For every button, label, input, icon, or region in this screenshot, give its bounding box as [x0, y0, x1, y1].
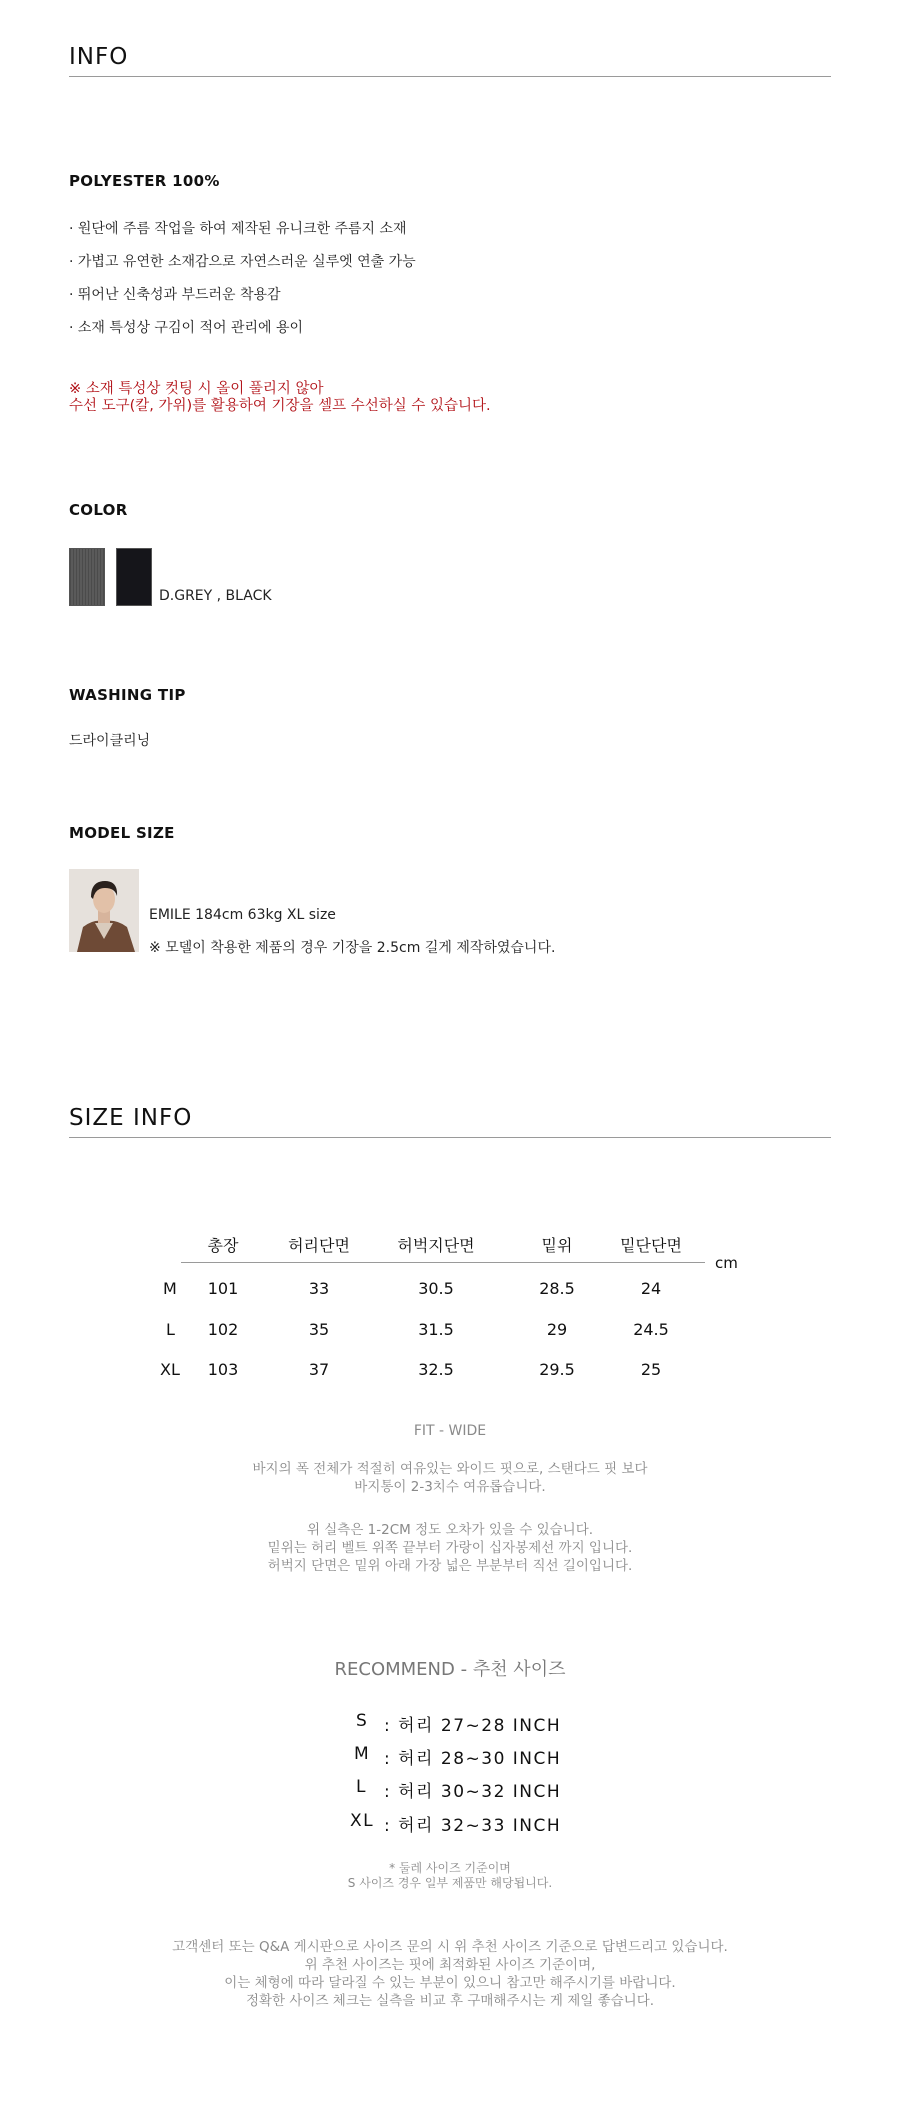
swatch-black [116, 548, 152, 606]
col-header-hem: 밑단단면 [620, 1236, 682, 1255]
warning-line-2: 수선 도구(칼, 가위)를 활용하여 기장을 셀프 수선하실 수 있습니다. [69, 398, 491, 414]
footer-line-3: 이는 체형에 따라 달라질 수 있는 부분이 있으니 참고만 해주시기를 바랍니다. [224, 1975, 676, 1991]
row-l-rise: 29 [546, 1320, 568, 1339]
col-header-total-length: 총장 [207, 1236, 239, 1255]
info-title: INFO [69, 44, 129, 70]
washing-heading: WASHING TIP [69, 686, 186, 704]
model-heading: MODEL SIZE [69, 824, 175, 842]
footer-line-2: 위 추천 사이즈는 핏에 최적화된 사이즈 기준이며, [304, 1957, 596, 1973]
recommend-size-xl: XL [350, 1811, 375, 1831]
row-xl-waist: 37 [308, 1360, 330, 1379]
recommend-text-m: : 허리 28~30 INCH [384, 1749, 562, 1769]
recommend-text-xl: : 허리 32~33 INCH [384, 1816, 562, 1836]
col-header-rise: 밑위 [541, 1236, 573, 1255]
recommend-text-l: : 허리 30~32 INCH [384, 1782, 562, 1802]
model-photo-image [69, 869, 139, 952]
info-divider [69, 76, 831, 77]
recommend-note-1: * 둘레 사이즈 기준이며 [389, 1861, 511, 1875]
unit-label: cm [715, 1254, 738, 1272]
row-m-total-length: 101 [207, 1279, 239, 1298]
feature-bullet-1: · 원단에 주름 작업을 하여 제작된 유니크한 주름지 소재 [69, 221, 407, 237]
feature-bullet-2: · 가볍고 유연한 소재감으로 자연스러운 실루엣 연출 가능 [69, 254, 416, 270]
row-m-waist: 33 [308, 1279, 330, 1298]
material-heading: POLYESTER 100% [69, 172, 220, 190]
model-note: ※ 모델이 착용한 제품의 경우 기장을 2.5cm 길게 제작하였습니다. [149, 940, 556, 956]
size-info-title: SIZE INFO [69, 1105, 193, 1131]
col-header-waist: 허리단면 [288, 1236, 350, 1255]
row-xl-hem: 25 [640, 1360, 662, 1379]
row-xl-total-length: 103 [207, 1360, 239, 1379]
fit-title: FIT - WIDE [413, 1423, 487, 1439]
fit-line-1: 바지의 폭 전체가 적절히 여유있는 와이드 핏으로, 스탠다드 핏 보다 [252, 1461, 648, 1477]
row-l-hem: 24.5 [633, 1320, 669, 1339]
swatch-d-grey [69, 548, 105, 606]
row-m-rise: 28.5 [539, 1279, 575, 1298]
feature-bullet-3: · 뛰어난 신축성과 부드러운 착용감 [69, 287, 281, 303]
col-header-thigh: 허벅지단면 [397, 1236, 475, 1255]
row-xl-rise: 29.5 [539, 1360, 575, 1379]
footer-line-1: 고객센터 또는 Q&A 게시판으로 사이즈 문의 시 위 추천 사이즈 기준으로 답변드리고 있습니다. [172, 1939, 728, 1955]
washing-text: 드라이클리닝 [69, 733, 151, 749]
footer-line-4: 정확한 사이즈 체크는 실측을 비교 후 구매해주시는 게 제일 좋습니다. [245, 1993, 655, 2009]
row-xl-size: XL [160, 1360, 180, 1379]
recommend-title: RECOMMEND - 추천 사이즈 [334, 1659, 566, 1680]
measure-note-2: 밑위는 허리 벨트 위쪽 끝부터 가랑이 십자봉제선 까지 입니다. [267, 1540, 633, 1556]
color-heading: COLOR [69, 501, 128, 519]
row-l-size: L [166, 1320, 175, 1339]
row-l-total-length: 102 [207, 1320, 239, 1339]
row-m-size: M [163, 1279, 177, 1298]
measure-note-1: 위 실측은 1-2CM 정도 오차가 있을 수 있습니다. [306, 1522, 594, 1538]
model-info: EMILE 184cm 63kg XL size [149, 907, 336, 923]
row-xl-thigh: 32.5 [418, 1360, 454, 1379]
size-info-divider [69, 1137, 831, 1138]
fit-line-2: 바지통이 2-3치수 여유롭습니다. [354, 1479, 546, 1495]
measure-note-3: 허벅지 단면은 밑위 아래 가장 넓은 부분부터 직선 길이입니다. [267, 1558, 633, 1574]
warning-line-1: ※ 소재 특성상 컷팅 시 올이 풀리지 않아 [69, 381, 324, 397]
size-table-divider [181, 1262, 705, 1263]
row-l-waist: 35 [308, 1320, 330, 1339]
recommend-text-s: : 허리 27~28 INCH [384, 1716, 562, 1736]
feature-bullet-4: · 소재 특성상 구김이 적어 관리에 용이 [69, 320, 304, 336]
color-label: D.GREY , BLACK [159, 588, 272, 604]
row-m-hem: 24 [640, 1279, 662, 1298]
row-l-thigh: 31.5 [418, 1320, 454, 1339]
recommend-note-2: S 사이즈 경우 일부 제품만 해당됩니다. [347, 1876, 553, 1890]
recommend-size-m: M [354, 1744, 371, 1764]
recommend-size-s: S [356, 1711, 369, 1731]
recommend-size-l: L [356, 1777, 367, 1797]
row-m-thigh: 30.5 [418, 1279, 454, 1298]
model-photo [69, 869, 139, 952]
